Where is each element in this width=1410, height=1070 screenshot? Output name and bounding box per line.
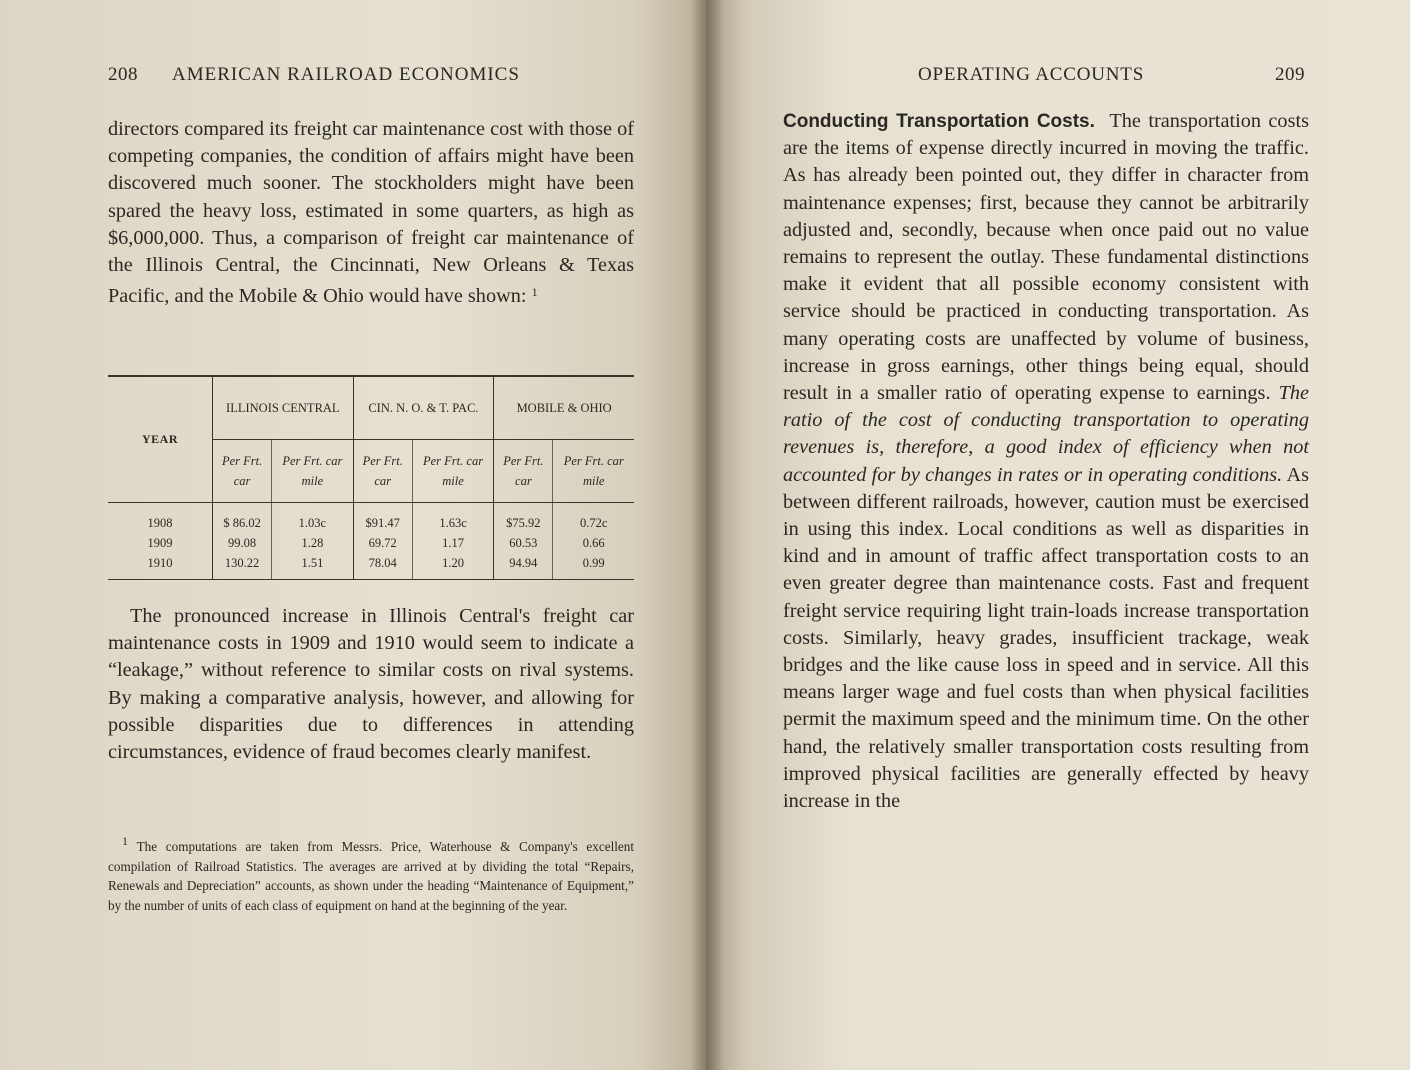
table-cell: 130.22 (213, 553, 272, 580)
table-cell: 1.28 (272, 533, 353, 553)
left-page-number: 208 (108, 64, 138, 85)
left-paragraph-2 (108, 603, 634, 766)
table-cell: 99.08 (213, 533, 272, 553)
year-cell: 1908 (147, 515, 173, 530)
sub-header: Per Frt. car (353, 440, 412, 503)
table-cell: 0.99 (553, 553, 634, 580)
group-header-mobile-ohio: MOBILE & OHIO (494, 376, 634, 440)
footnote-text: The computations are taken from Messrs. Price, Waterhouse & Company's excellent compilation of Railroad Statistics. The averages are arrived at by dividing the total “Repairs, Renewals and Depreciation” accounts, as shown under the heading “Maintenance of Equipment,” by the number of units of each class of equipment on hand at the beginning of the year. (108, 839, 635, 913)
table-row (108, 553, 634, 580)
table-cell: 1.63c (412, 503, 493, 534)
table-cell: 69.72 (353, 533, 412, 553)
table-cell: 78.04 (353, 553, 412, 580)
table-cell: $75.92 (494, 503, 553, 534)
sub-header: Per Frt. car mile (272, 440, 353, 503)
year-header: YEAR (108, 376, 213, 503)
table-row (108, 533, 634, 553)
left-running-head: AMERICAN RAILROAD ECONOMICS (172, 64, 520, 85)
table-cell: $91.47 (353, 503, 412, 534)
table-cell: 1.51 (272, 553, 353, 580)
book-gutter (690, 0, 724, 1070)
table-row (108, 503, 634, 534)
table-cell: 1.20 (412, 553, 493, 580)
table-cell: 0.72c (553, 503, 634, 534)
sub-header: Per Frt. car (213, 440, 272, 503)
section-heading: Conducting Transportation Costs. (783, 111, 1095, 132)
group-header-illinois-central: ILLINOIS CENTRAL (213, 376, 354, 440)
footnote-mark: 1 (122, 834, 128, 848)
right-page-number: 209 (1275, 64, 1305, 85)
table-cell: 1.03c (272, 503, 353, 534)
table-cell: 1.17 (412, 533, 493, 553)
body-text-part-1: The transportation costs are the items of expense directly incurred in moving the traffic. As has already been pointed out, they differ in character from maintenance expenses; first, because they cannot be arbitrarily adjusted and, secondly, because when once paid out no value remains to represent the outlay. These fundamental distinctions make it evident that all possible economy consistent with service should be practiced in conducting transportation. As many operating costs are unaffected by volume of business, increase in gross earnings, other things being equal, should result in a smaller ratio of operating expense to earnings. (783, 110, 1309, 405)
table-cell: 0.66 (553, 533, 634, 553)
sub-header: Per Frt. car mile (553, 440, 634, 503)
table-cell: 94.94 (494, 553, 553, 580)
body-text-part-2: As between different railroads, however, caution must be exercised in using this index. Local conditions as well as disparities in kind and in amount of traffic affect transportation costs to an even greater degree than maintenance costs. Fast and frequent freight service requiring light train-loads increase transportation costs. Similarly, heavy grades, insufficient trackage, weak bridges and the like cause loss in speed and in service. All this means larger wage and fuel costs than when physical facilities permit the maximum speed and the minimum time. On the other hand, the relatively smaller transportation costs resulting from improved physical facilities are generally effected by heavy increase in the (783, 463, 1309, 813)
maintenance-table (108, 375, 634, 580)
left-paragraph-1 (108, 116, 634, 310)
right-running-head: OPERATING ACCOUNTS (918, 64, 1145, 85)
sub-header: Per Frt. car mile (412, 440, 493, 503)
left-paragraph-1-text: directors compared its freight car maintenance cost with those of competing companies, the condition of affairs might have been discovered much sooner. The stockholders might have been spared the heavy loss, estimated in some quarters, as high as $6,000,000. Thus, a comparison of freight car maintenance of the Illinois Central, the Cincinnati, New Orleans & Texas Pacific, and the Mobile & Ohio would have shown: (108, 118, 634, 308)
right-body-text (783, 108, 1309, 815)
year-cell: 1910 (108, 553, 213, 580)
year-cell: 1909 (147, 535, 173, 550)
footnote (108, 832, 634, 915)
table-cell: 60.53 (494, 533, 553, 553)
left-paragraph-2-text: The pronounced increase in Illinois Central's freight car maintenance costs in 1909 and 1910 would seem to indicate a “leakage,” without reference to similar costs on rival systems. By making a comparative analysis, however, and allowing for possible disparities due to differences in attending circumstances, evidence of fraud becomes clearly manifest. (108, 605, 634, 764)
body-text-italic: The ratio of the cost of conducting transportation to operating revenues is, therefore, a good index of efficiency when not accounted for by changes in rates or in operating conditions. (783, 382, 1310, 486)
group-header-cin-no-tpac: CIN. N. O. & T. PAC. (353, 376, 494, 440)
table-cell: $ 86.02 (213, 503, 272, 534)
sub-header: Per Frt. car (494, 440, 553, 503)
footnote-reference: 1 (531, 285, 538, 300)
